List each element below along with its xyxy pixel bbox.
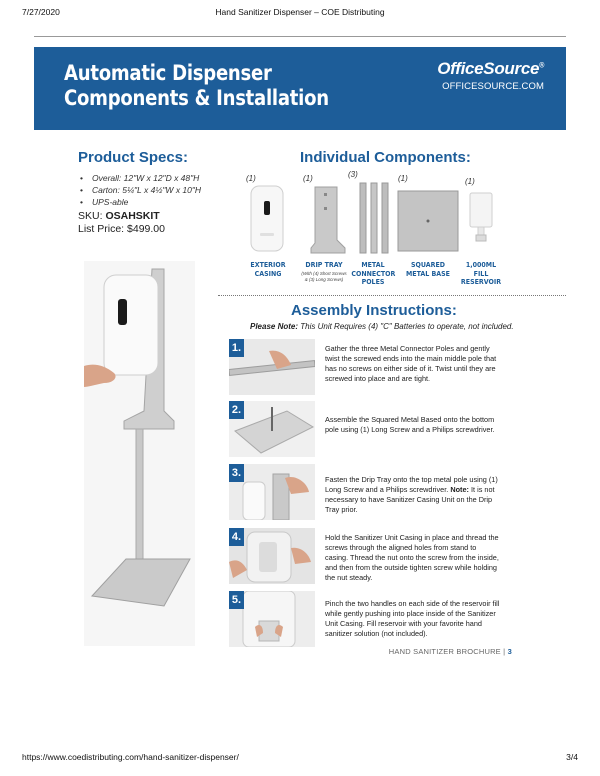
component-qty: (1) [303,174,313,183]
note-line: & (3) Long Screws) [304,276,344,282]
metal-poles-image [357,181,391,255]
sku-value: OSAHSKIT [105,210,160,222]
component-label-reservoir [459,261,502,287]
step-2-photo [229,401,315,457]
list-price: List Price: $499.00 [78,223,165,235]
component-label-exterior-casing [246,261,289,278]
print-date: 7/27/2020 [22,7,60,17]
label-line: EXTERIOR [250,261,286,269]
banner-title-line2: Components & Installation [64,86,329,110]
section-divider [218,295,566,296]
metal-base-image [397,190,459,252]
step-5-text: Pinch the two handles on each side of the reservoir fill while gently pushing into place inside of the Sanitizer Unit Casing. Fill reservoir with your favorite hand sanitizer solution (not included). [325,599,500,638]
drip-tray-image [307,185,347,255]
step-number: 4. [229,528,244,546]
print-page-title: Hand Sanitizer Dispenser – COE Distributing [215,7,385,17]
step-4-text: Hold the Sanitizer Unit Casing in place and thread the screws through the aligned holes from stand to casing. Thread the nut onto the screw from the inside, and then from the outside tighten screw while holding the nut steady. [325,533,499,582]
step-1-text: Gather the three Metal Connector Poles and gently twist the screwed ends into the main middle pole that has no screws on either side of it. Twist until they are screwed into place and are tight. [325,344,497,383]
step-number: 3. [229,464,244,482]
component-qty: (1) [398,174,408,183]
top-rule [34,36,566,37]
brand-registered-mark: ® [539,62,544,70]
print-footer [22,752,578,762]
component-qty: (3) [348,170,358,179]
step-3-text-note: It is not necessary to have Sanitizer Casing Unit on the Drip Tray prior. [325,485,495,514]
dispenser-stand-illustration [84,261,195,646]
component-label-metal-poles [351,261,394,287]
print-page-count: 3/4 [566,752,578,762]
components-heading: Individual Components: [300,149,471,166]
component-qty: (1) [246,174,256,183]
sku-label: SKU: [78,210,103,222]
note-line: (With (4) Short Screws [301,271,347,276]
component-qty: (1) [465,177,475,186]
step-5-photo [229,591,315,647]
label-line: CONNECTOR [351,269,396,278]
brand-url: OFFICESOURCE.COM [442,81,544,92]
component-label-metal-base [406,261,451,278]
step-3-text [325,475,501,515]
step-number: 2. [229,401,244,419]
specs-list [80,172,201,208]
print-url: https://www.coedistributing.com/hand-sanitizer-dispenser/ [22,752,239,762]
banner-title-line1: Automatic Dispenser [64,61,272,85]
spec-item: • Overall: 12"W x 12"D x 48"H [80,172,201,184]
step-3-photo [229,464,315,520]
spec-item: • UPS-able [80,196,201,208]
print-header [22,7,578,17]
label-line: CASING [254,269,282,278]
label-line: DRIP TRAY [305,261,343,269]
brand-logo [437,59,544,79]
label-line: SQUARED [410,261,446,269]
dispenser-stand-photo [84,261,195,646]
step-number: 5. [229,591,244,609]
label-line: METAL [361,261,385,269]
label-line: RESERVOIR [460,278,502,286]
label-line: FILL [473,269,489,278]
footer-page-number: 3 [507,647,512,656]
banner-title [64,61,329,111]
brochure-banner [34,47,566,130]
assembly-heading: Assembly Instructions: [291,302,457,319]
sku-block [78,210,165,236]
battery-note [250,322,514,331]
step-3-text-main: Fasten the Drip Tray onto the top metal pole using (1) Long Screw and a Philips screwdriver. [325,475,498,494]
brand-name: OfficeSource [437,59,540,78]
drip-tray-note [296,271,352,282]
fill-reservoir-image [467,191,495,247]
label-line: METAL BASE [406,269,450,278]
label-line: 1,000ML [465,261,497,269]
brochure-footer [389,647,512,656]
spec-item: • Carton: 5¼"L x 4½"W x 10"H [80,184,201,196]
specs-heading: Product Specs: [78,149,189,166]
component-label-drip-tray [302,261,345,270]
footer-label: HAND SANITIZER BROCHURE | [388,647,506,656]
step-2-text: Assemble the Squared Metal Based onto the bottom pole using (1) Long Screw and a Philips screwdriver. [325,415,495,434]
note-label: Please Note: [250,322,299,331]
step-1-photo [229,339,315,395]
step-3-note-label: Note: [450,485,469,494]
step-4-photo [229,528,315,584]
exterior-casing-image [248,185,286,253]
step-number: 1. [229,339,244,357]
note-text: This Unit Requires (4) "C" Batteries to operate, not included. [298,322,514,331]
label-line: POLES [361,278,385,286]
